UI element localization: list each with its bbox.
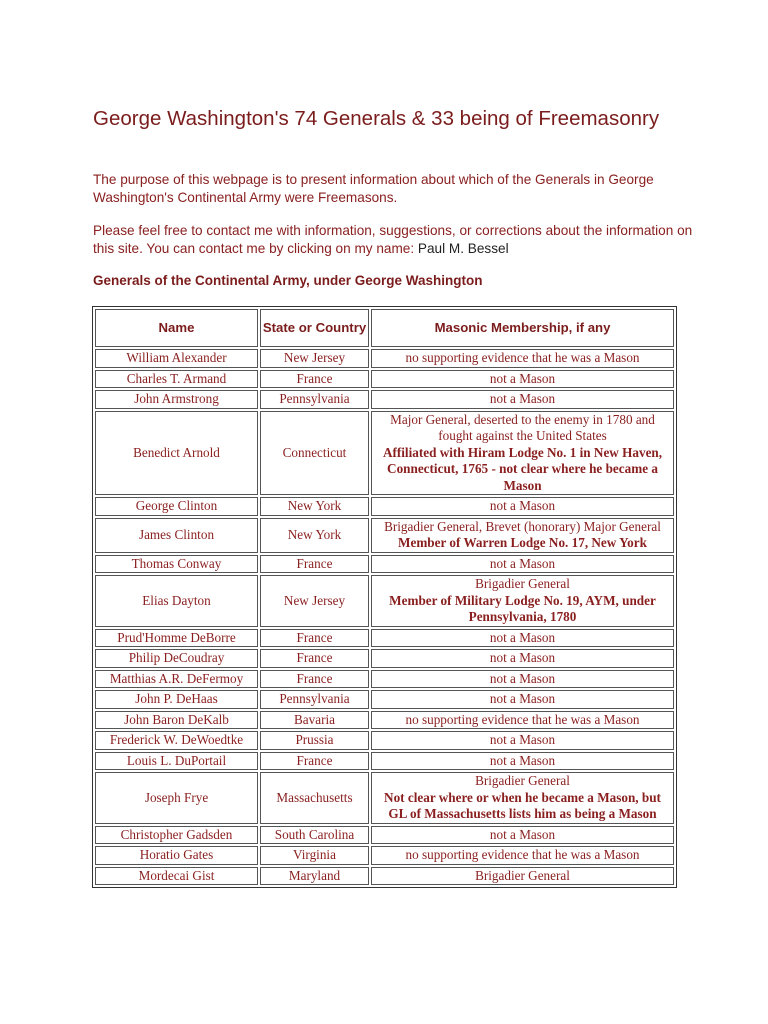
general-name-cell: James Clinton	[95, 518, 258, 553]
generals-table	[92, 306, 677, 888]
general-name-cell: Horatio Gates	[95, 846, 258, 865]
general-name-cell: John Armstrong	[95, 390, 258, 409]
table-row	[95, 370, 674, 389]
masonic-membership-cell	[371, 390, 674, 409]
masonic-membership-cell	[371, 731, 674, 750]
page-title: George Washington's 74 Generals & 33 being of Freemasonry	[93, 107, 660, 130]
header-name: Name	[95, 309, 258, 347]
masonic-membership-cell	[371, 711, 674, 730]
table-header-row	[95, 309, 674, 347]
membership-note-text: not a Mason	[489, 826, 556, 842]
state-or-country-cell: New York	[260, 497, 369, 516]
table-row	[95, 846, 674, 865]
membership-note-text: not a Mason	[489, 629, 556, 645]
membership-note-text: Brigadier General	[475, 576, 570, 591]
state-or-country-cell: Massachusetts	[260, 772, 369, 824]
state-or-country-cell: Pennsylvania	[260, 390, 369, 409]
state-or-country-cell: France	[260, 370, 369, 389]
general-name-cell: Frederick W. DeWoedtke	[95, 731, 258, 750]
membership-note-text: not a Mason	[489, 555, 556, 571]
table-row	[95, 711, 674, 730]
masonic-evidence-text: Member of Military Lodge No. 19, AYM, under Pennsylvania, 1780	[389, 592, 656, 624]
state-or-country-cell: New Jersey	[260, 349, 369, 368]
membership-note-text: no supporting evidence that he was a Mason	[405, 847, 640, 862]
state-or-country-cell: Prussia	[260, 731, 369, 750]
table-row	[95, 555, 674, 574]
intro-paragraph: The purpose of this webpage is to present information about which of the Generals in George Washington's Continental Army were Freemasons.	[93, 172, 654, 205]
state-or-country-cell: Virginia	[260, 846, 369, 865]
table-row	[95, 349, 674, 368]
masonic-membership-cell	[371, 826, 674, 845]
state-or-country-cell: France	[260, 670, 369, 689]
general-name-cell: John Baron DeKalb	[95, 711, 258, 730]
masonic-membership-cell	[371, 752, 674, 771]
masonic-membership-cell	[371, 629, 674, 648]
membership-note-text: not a Mason	[489, 670, 556, 686]
table-row	[95, 867, 674, 886]
membership-note-text: Brigadier General	[475, 773, 570, 788]
state-or-country-cell: Connecticut	[260, 411, 369, 496]
membership-note-text: not a Mason	[489, 391, 556, 406]
table-row	[95, 731, 674, 750]
table-row	[95, 772, 674, 824]
general-name-cell: Charles T. Armand	[95, 370, 258, 389]
header-masonic-membership: Masonic Membership, if any	[371, 309, 674, 347]
contact-paragraph	[93, 222, 693, 257]
general-name-cell: William Alexander	[95, 349, 258, 368]
header-state-or-country: State or Country	[260, 309, 369, 347]
membership-note-text: Major General, deserted to the enemy in 1780 and fought against the United States	[390, 411, 655, 443]
state-or-country-cell: Bavaria	[260, 711, 369, 730]
general-name-cell: Christopher Gadsden	[95, 826, 258, 845]
general-name-cell: Louis L. DuPortail	[95, 752, 258, 771]
masonic-membership-cell	[371, 846, 674, 865]
masonic-membership-cell	[371, 867, 674, 886]
general-name-cell: John P. DeHaas	[95, 690, 258, 709]
contact-text: Please feel free to contact me with information, suggestions, or corrections about the information on this site. You can contact me by clicking on my name:	[93, 223, 693, 256]
masonic-membership-cell	[371, 772, 674, 824]
general-name-cell: Elias Dayton	[95, 575, 258, 627]
masonic-evidence-text: Affiliated with Hiram Lodge No. 1 in New Haven, Connecticut, 1765 - not clear where he became a Mason	[382, 444, 663, 493]
membership-note-text: no supporting evidence that he was a Mason	[405, 711, 640, 727]
generals-table-body	[95, 349, 674, 885]
state-or-country-cell: New York	[260, 518, 369, 553]
membership-note-text: not a Mason	[489, 498, 556, 513]
table-row	[95, 575, 674, 627]
membership-note-text: not a Mason	[489, 370, 556, 386]
general-name-cell: George Clinton	[95, 497, 258, 516]
membership-note-text: not a Mason	[489, 732, 556, 747]
table-row	[95, 649, 674, 668]
state-or-country-cell: France	[260, 752, 369, 771]
masonic-membership-cell	[371, 555, 674, 574]
general-name-cell: Thomas Conway	[95, 555, 258, 574]
state-or-country-cell: Pennsylvania	[260, 690, 369, 709]
general-name-cell: Mordecai Gist	[95, 867, 258, 886]
membership-note-text: Brigadier General, Brevet (honorary) Major General	[384, 518, 661, 534]
membership-note-text: not a Mason	[489, 752, 556, 768]
general-name-cell: Benedict Arnold	[95, 411, 258, 496]
masonic-membership-cell	[371, 649, 674, 668]
masonic-membership-cell	[371, 670, 674, 689]
membership-note-text: not a Mason	[489, 650, 556, 665]
table-row	[95, 690, 674, 709]
state-or-country-cell: Maryland	[260, 867, 369, 886]
masonic-membership-cell	[371, 411, 674, 496]
general-name-cell: Matthias A.R. DeFermoy	[95, 670, 258, 689]
general-name-cell: Philip DeCoudray	[95, 649, 258, 668]
state-or-country-cell: France	[260, 629, 369, 648]
section-heading: Generals of the Continental Army, under George Washington	[93, 273, 483, 288]
masonic-membership-cell	[371, 349, 674, 368]
masonic-membership-cell	[371, 690, 674, 709]
table-row	[95, 670, 674, 689]
state-or-country-cell: France	[260, 555, 369, 574]
state-or-country-cell: France	[260, 649, 369, 668]
masonic-membership-cell	[371, 518, 674, 553]
membership-note-text: not a Mason	[489, 691, 556, 706]
table-row	[95, 752, 674, 771]
table-row	[95, 411, 674, 496]
state-or-country-cell: New Jersey	[260, 575, 369, 627]
masonic-membership-cell	[371, 497, 674, 516]
state-or-country-cell: South Carolina	[260, 826, 369, 845]
table-row	[95, 826, 674, 845]
masonic-membership-cell	[371, 370, 674, 389]
table-row	[95, 390, 674, 409]
masonic-evidence-text: Not clear where or when he became a Mason, but GL of Massachusetts lists him as being a Mason	[384, 789, 661, 821]
general-name-cell: Prud'Homme DeBorre	[95, 629, 258, 648]
masonic-membership-cell	[371, 575, 674, 627]
contact-name-link[interactable]: Paul M. Bessel	[417, 240, 509, 256]
table-row	[95, 518, 674, 553]
membership-note-text: Brigadier General	[475, 867, 570, 883]
membership-note-text: no supporting evidence that he was a Mason	[405, 350, 640, 365]
table-row	[95, 629, 674, 648]
general-name-cell: Joseph Frye	[95, 772, 258, 824]
masonic-evidence-text: Member of Warren Lodge No. 17, New York	[398, 535, 647, 550]
table-row	[95, 497, 674, 516]
